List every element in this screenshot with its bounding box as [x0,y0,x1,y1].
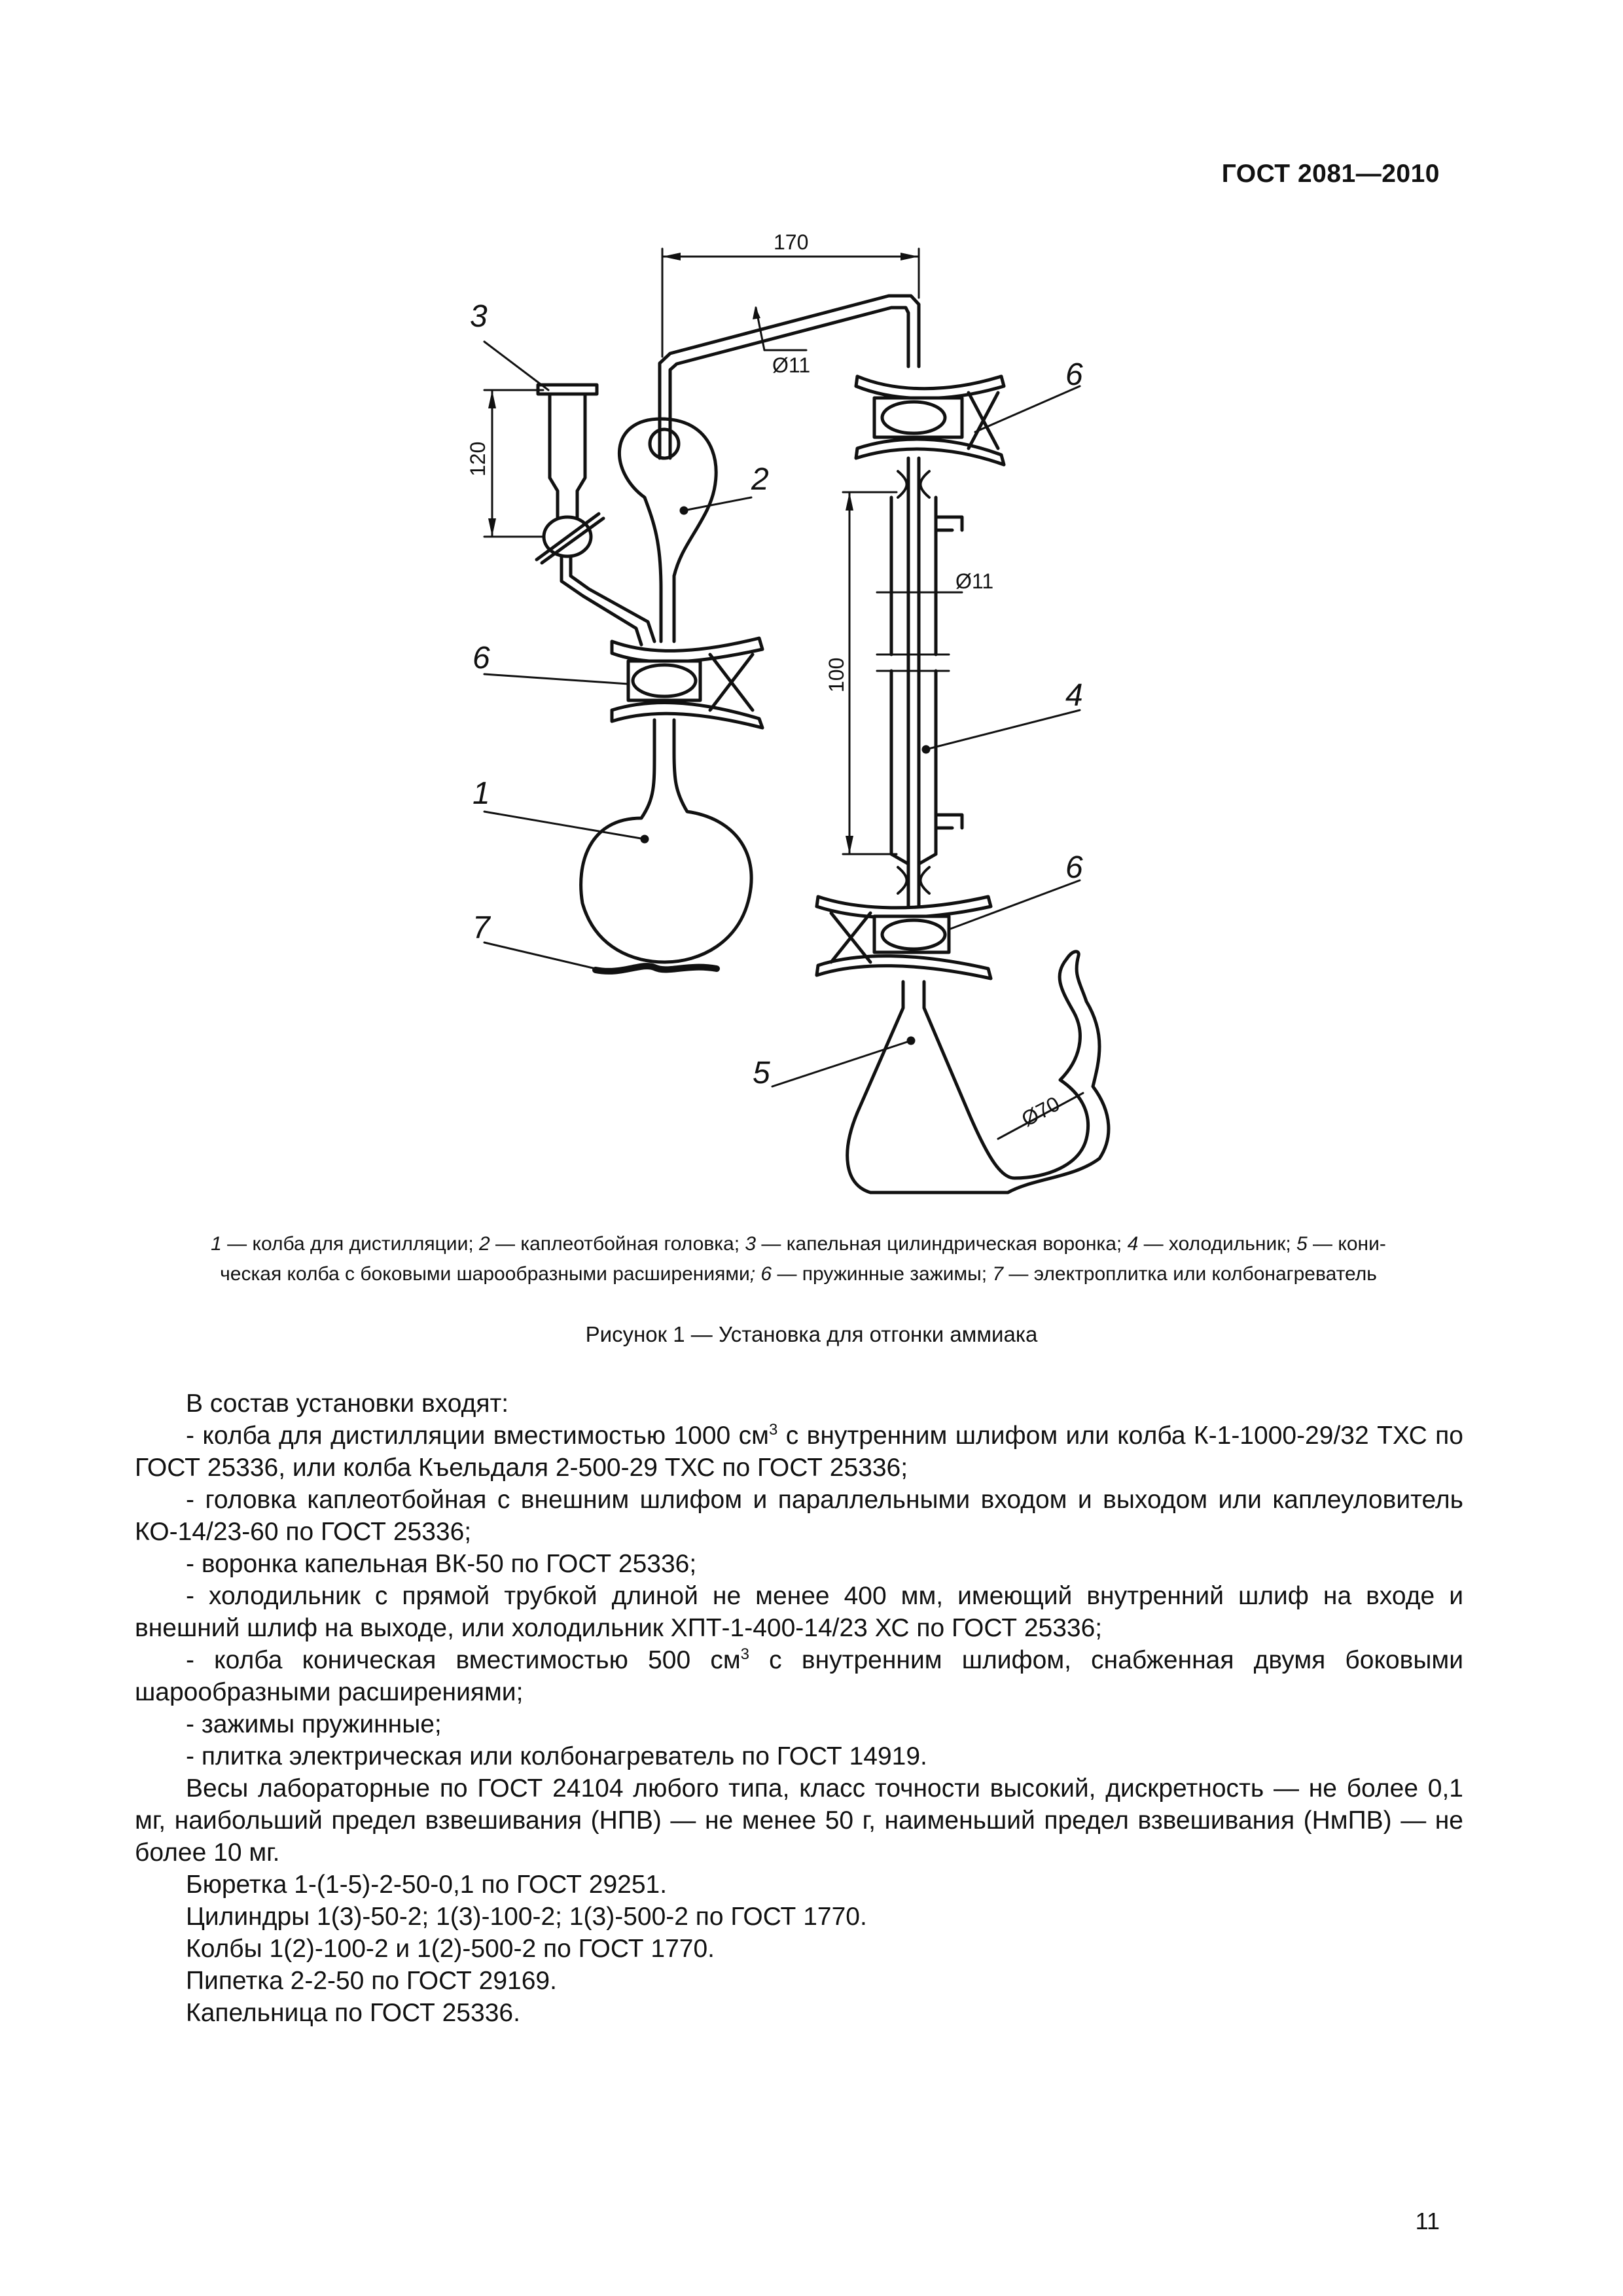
callout-6-left: 6 [473,641,490,675]
page-number: 11 [1415,2208,1440,2234]
paragraph: Капельница по ГОСТ 25336. [186,1999,520,2027]
legend-num: 1 [211,1233,222,1255]
legend-num: 4 [1127,1233,1139,1255]
paragraph: В состав установки входят: [186,1390,509,1418]
legend-num: 7 [992,1263,1004,1285]
figure-caption: Рисунок 1 — Установка для отгонки аммиака [585,1322,1038,1346]
dim-top-width: 170 [774,230,809,254]
paragraph: Весы лабораторные по ГОСТ 24104 любого типа, класс точности высокий, дискретность — не более 0,1 мг, наибольший предел взвешивания (НПВ) — не менее 50 г, наименьший предел взвешивания (НмПВ) — не более 10 мг. [135,1774,1463,1867]
legend-text: ческая колба с боковыми шарообразными расширениями [220,1263,750,1285]
callout-3: 3 [470,299,488,334]
callout-6-top: 6 [1065,357,1083,392]
paragraph: Пипетка 2-2-50 по ГОСТ 29169. [186,1967,557,1995]
document-header: ГОСТ 2081—2010 [1221,160,1440,188]
paragraph: Цилиндры 1(3)-50-2; 1(3)-100-2; 1(3)-500-2 по ГОСТ 1770. [186,1903,867,1931]
callout-7: 7 [473,910,490,945]
paragraph: - головка каплеотбойная с внешним шлифом и параллельными входом и выходом или каплеуловитель КО-14/23-60 по ГОСТ 25336; [135,1486,1463,1546]
superscript: 3 [768,1421,778,1439]
dim-condenser-length: 100 [825,657,848,692]
text: с внутренним шлифом или колба К-1-1000-29/32 ТХС по ГОСТ 25336, или колба Къельдаля 2-500-29 ТХС по ГОСТ 25336; [135,1422,1463,1482]
legend-num: 5 [1296,1233,1308,1255]
legend-line-1 [111,1229,1486,1259]
paragraph: Бюретка 1-(1-5)-2-50-0,1 по ГОСТ 29251. [186,1871,668,1899]
dim-condenser-diameter: Ø11 [955,569,994,593]
text: с внутренним шлифом, снабженная двумя боковыми шарообразными расширениями; [135,1646,1464,1706]
legend-num: 3 [745,1233,757,1255]
body-text [135,1388,1463,2029]
paragraph [135,1420,1463,1484]
callout-5: 5 [753,1056,770,1090]
paragraph: - зажимы пружинные; [186,1710,442,1738]
legend-text: — каплеотбойная головка; [490,1233,745,1255]
callout-4: 4 [1065,678,1083,713]
dim-bulb-diameter: Ø70 [1017,1091,1064,1132]
legend-text: — холодильник; [1138,1233,1297,1255]
legend-num: 2 [479,1233,490,1255]
paragraph: - холодильник с прямой трубкой длиной не менее 400 мм, имеющий внутренний шлиф на входе и внешний шлиф на выходе, или холодильник ХПТ-1-400-14/23 ХС по ГОСТ 25336; [135,1582,1463,1642]
text: - колба коническая вместимостью 500 см [186,1646,741,1674]
dim-tube-diameter: Ø11 [772,353,811,377]
legend-text: — электроплитка или колбонагреватель [1003,1263,1377,1285]
paragraph: Колбы 1(2)-100-2 и 1(2)-500-2 по ГОСТ 1770. [186,1935,715,1963]
legend-text: — пружинные зажимы; [772,1263,993,1285]
legend-line-2: ческая колба с боковыми шарообразными расширениями; 6 — пружинные зажимы; 7 — электроплитка или колбонагреватель [220,1263,1377,1285]
legend-num: 6 [760,1263,772,1285]
superscript: 3 [740,1645,749,1663]
paragraph: - плитка электрическая или колбонагреватель по ГОСТ 14919. [186,1742,927,1770]
text: - колба для дистилляции вместимостью 1000 см [186,1422,769,1450]
callout-2: 2 [751,462,769,497]
paragraph [135,1644,1463,1708]
legend-text: — капельная цилиндрическая воронка; [756,1233,1128,1255]
figure-legend [111,1229,1486,1289]
paragraph: - воронка капельная ВК-50 по ГОСТ 25336; [186,1550,697,1578]
callout-6-bottom: 6 [1065,850,1083,885]
legend-text: — колба для дистилляции; [221,1233,479,1255]
callout-1: 1 [473,776,490,811]
legend-text: — кони- [1307,1233,1386,1255]
dim-funnel-height: 120 [466,441,490,476]
